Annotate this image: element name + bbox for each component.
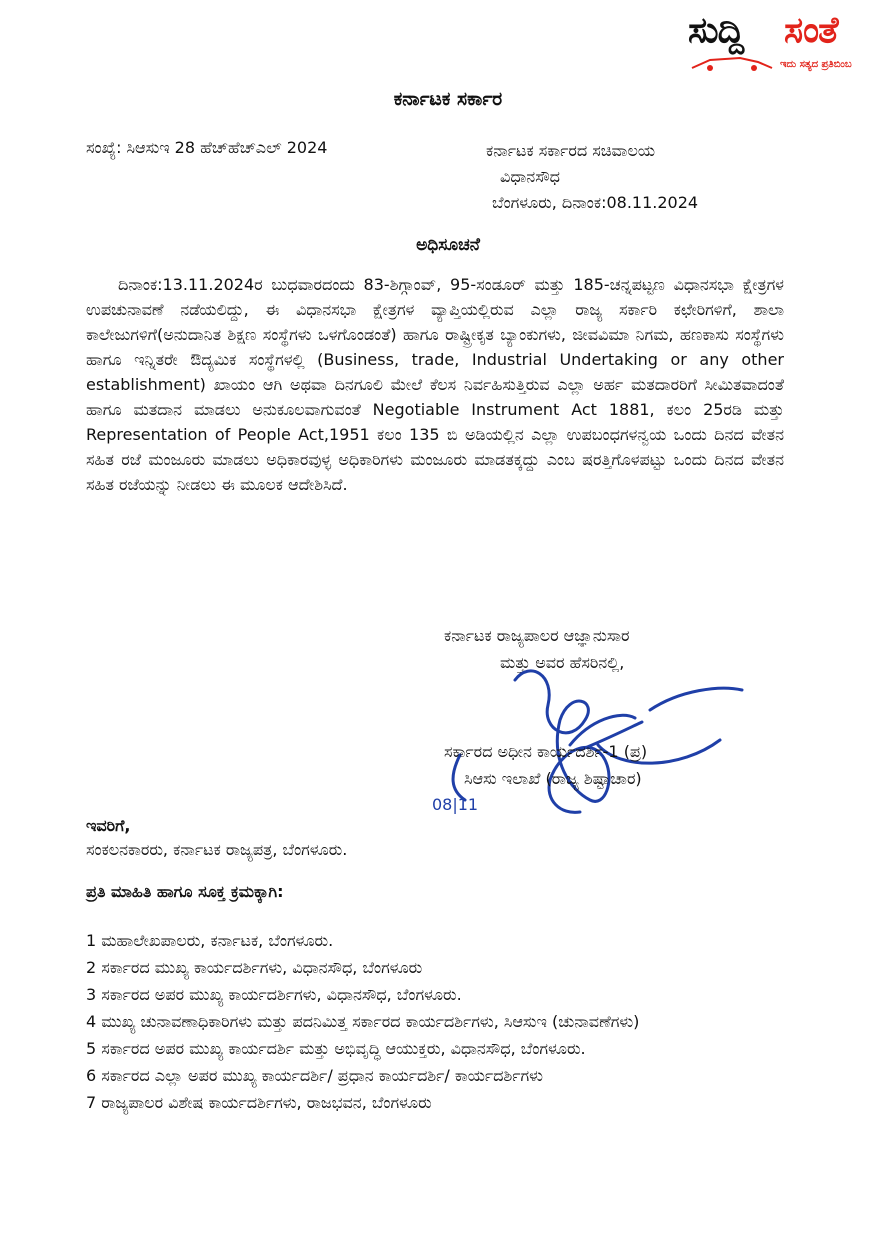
signature-date: 08|11 xyxy=(432,795,479,814)
recipient-label: ಇವರಿಗೆ, xyxy=(86,816,131,835)
designation-line-1: ಸರ್ಕಾರದ ಅಧೀನ ಕಾರ್ಯದರ್ಶಿ-1 (ಪ್ರ) xyxy=(444,742,648,761)
car-icon xyxy=(688,54,776,72)
notification-body: ದಿನಾಂಕ:13.11.2024ರ ಬುಧವಾರದಂದು 83-ಶಿಗ್ಗಾಂವ್, 95-ಸಂಡೂರ್ ಮತ್ತು 185-ಚನ್ನಪಟ್ಟಣ ವಿಧಾನಸಭಾ ಕ್ಷೇತ್ರಗಳ ಉಪಚುನಾವಣೆ ನಡೆಯಲಿದ್ದು, ಈ ವಿಧಾನಸಭಾ ಕ್ಷೇತ್ರಗಳ ವ್ಯಾಪ್ತಿಯಲ್ಲಿರುವ ಎಲ್ಲಾ ರಾಜ್ಯ ಸರ್ಕಾರಿ ಕಛೇರಿಗಳಿಗೆ, ಶಾಲಾ ಕಾಲೇಜುಗಳಿಗೆ(ಅನುದಾನಿತ ಶಿಕ್ಷಣ ಸಂಸ್ಥೆಗಳು ಒಳಗೊಂಡಂತೆ) ಹಾಗೂ ರಾಷ್ಟ್ರೀಕೃತ ಬ್ಯಾಂಕುಗಳು, ಜೀವವಿಮಾ ನಿಗಮ, ಹಣಕಾಸು ಸಂಸ್ಥೆಗಳು ಹಾಗೂ ಇನ್ನಿತರೇ ಔದ್ಯಮಿಕ ಸಂಸ್ಥೆಗಳಲ್ಲಿ (Business, trade, Industrial Undertaking or any other establishment) ಖಾಯಂ ಆಗಿ ಅಥವಾ ದಿನಗೂಲಿ ಮೇಲೆ ಕೆಲಸ ನಿರ್ವಹಿಸುತ್ತಿರುವ ಎಲ್ಲಾ ಅರ್ಹ ಮತದಾರರಿಗೆ ಸೀಮಿತವಾದಂತೆ ಹಾಗೂ ಮತದಾನ ಮಾಡಲು ಅನುಕೂಲವಾಗುವಂತೆ Negotiable Instrument Act 1881, ಕಲಂ 25ರಡಿ ಮತ್ತು Representation of People Act,1951 ಕಲಂ 135 ಬಿ ಅಡಿಯಲ್ಲಿನ ಎಲ್ಲಾ ಉಪಬಂಧಗಳನ್ವಯ ಒಂದು ದಿನದ ವೇತನ ಸಹಿತ ರಜೆ ಮಂಜೂರು ಮಾಡಲು ಅಧಿಕಾರವುಳ್ಳ ಅಧಿಕಾರಿಗಳು ಮಂಜೂರು ಮಾಡತಕ್ಕದ್ದು ಎಂಬ ಷರತ್ತಿಗೊಳಪಟ್ಟು ಒಂದು ದಿನದ ವೇತನ ಸಹಿತ ರಜೆಯನ್ನು ನೀಡಲು ಈ ಮೂಲಕ ಆದೇಶಿಸಿದೆ. xyxy=(86,275,784,494)
list-item: 5 ಸರ್ಕಾರದ ಅಪರ ಮುಖ್ಯ ಕಾರ್ಯದರ್ಶಿ ಮತ್ತು ಅಭಿವೃದ್ಧಿ ಆಯುಕ್ತರು, ವಿಧಾನಸೌಧ, ಬೆಂಗಳೂರು. xyxy=(86,1039,586,1058)
logo-word-2: ಸಂತೆ xyxy=(784,10,838,51)
logo-word-1: ಸುದ್ದಿ xyxy=(688,10,744,51)
government-title: ಕರ್ನಾಟಕ ಸರ್ಕಾರ xyxy=(393,88,503,110)
copy-to-label: ಪ್ರತಿ ಮಾಹಿತಿ ಹಾಗೂ ಸೂಕ್ತ ಕ್ರಮಕ್ಕಾಗಿ: xyxy=(86,882,284,901)
office-address xyxy=(486,138,698,216)
office-line-1: ಕರ್ನಾಟಕ ಸರ್ಕಾರದ ಸಚಿವಾಲಯ xyxy=(486,141,655,160)
order-number: ಸಂಖ್ಯೆ: ಸಿಆಸುಇ 28 ಹೆಚ್‌ಹೆಚ್‌ಎಲ್ 2024 xyxy=(86,138,328,157)
office-date: ಬೆಂಗಳೂರು, ದಿನಾಂಕ:08.11.2024 xyxy=(492,193,699,212)
office-line-2: ವಿಧಾನಸೌಧ xyxy=(500,167,560,186)
list-item: 1 ಮಹಾಲೇಖಪಾಲರು, ಕರ್ನಾಟಕ, ಬೆಂಗಳೂರು. xyxy=(86,931,334,950)
list-item: 6 ಸರ್ಕಾರದ ಎಲ್ಲಾ ಅಪರ ಮುಖ್ಯ ಕಾರ್ಯದರ್ಶಿ/ ಪ್ರಧಾನ ಕಾರ್ಯದರ್ಶಿ/ ಕಾರ್ಯದರ್ಶಿಗಳು xyxy=(86,1066,543,1085)
signature-image xyxy=(420,650,760,820)
logo-tagline: ಇದು ಸತ್ಯದ ಪ್ರತಿಬಿಂಬ xyxy=(780,59,852,70)
list-item: 4 ಮುಖ್ಯ ಚುನಾವಣಾಧಿಕಾರಿಗಳು ಮತ್ತು ಪದನಿಮಿತ್ತ ಸರ್ಕಾರದ ಕಾರ್ಯದರ್ಶಿಗಳು, ಸಿಆಸುಇ (ಚುನಾವಣೆಗಳು) xyxy=(86,1012,640,1031)
signatory-designation xyxy=(444,738,647,792)
notification-title: ಅಧಿಸೂಚನೆ xyxy=(416,235,480,255)
copy-to-list xyxy=(86,928,786,1117)
list-item: 7 ರಾಜ್ಯಪಾಲರ ವಿಶೇಷ ಕಾರ್ಯದರ್ಶಿಗಳು, ರಾಜಭವನ, ಬೆಂಗಳೂರು xyxy=(86,1093,432,1112)
signoff-line-1: ಕರ್ನಾಟಕ ರಾಜ್ಯಪಾಲರ ಆಜ್ಞಾನುಸಾರ xyxy=(444,626,630,645)
list-item: 2 ಸರ್ಕಾರದ ಮುಖ್ಯ ಕಾರ್ಯದರ್ಶಿಗಳು, ವಿಧಾನಸೌಧ, ಬೆಂಗಳೂರು xyxy=(86,958,423,977)
signoff-line-2: ಮತ್ತು ಅವರ ಹೆಸರಿನಲ್ಲಿ, xyxy=(500,653,625,672)
list-item: 3 ಸರ್ಕಾರದ ಅಪರ ಮುಖ್ಯ ಕಾರ್ಯದರ್ಶಿಗಳು, ವಿಧಾನಸೌಧ, ಬೆಂಗಳೂರು. xyxy=(86,985,462,1004)
recipient-value: ಸಂಕಲನಕಾರರು, ಕರ್ನಾಟಕ ರಾಜ್ಯಪತ್ರ, ಬೆಂಗಳೂರು. xyxy=(86,840,348,859)
designation-line-2: ಸಿಆಸು ಇಲಾಖೆ (ರಾಜ್ಯ ಶಿಷ್ಟಾಚಾರ) xyxy=(464,769,642,788)
sudhi-sante-logo xyxy=(688,10,888,76)
